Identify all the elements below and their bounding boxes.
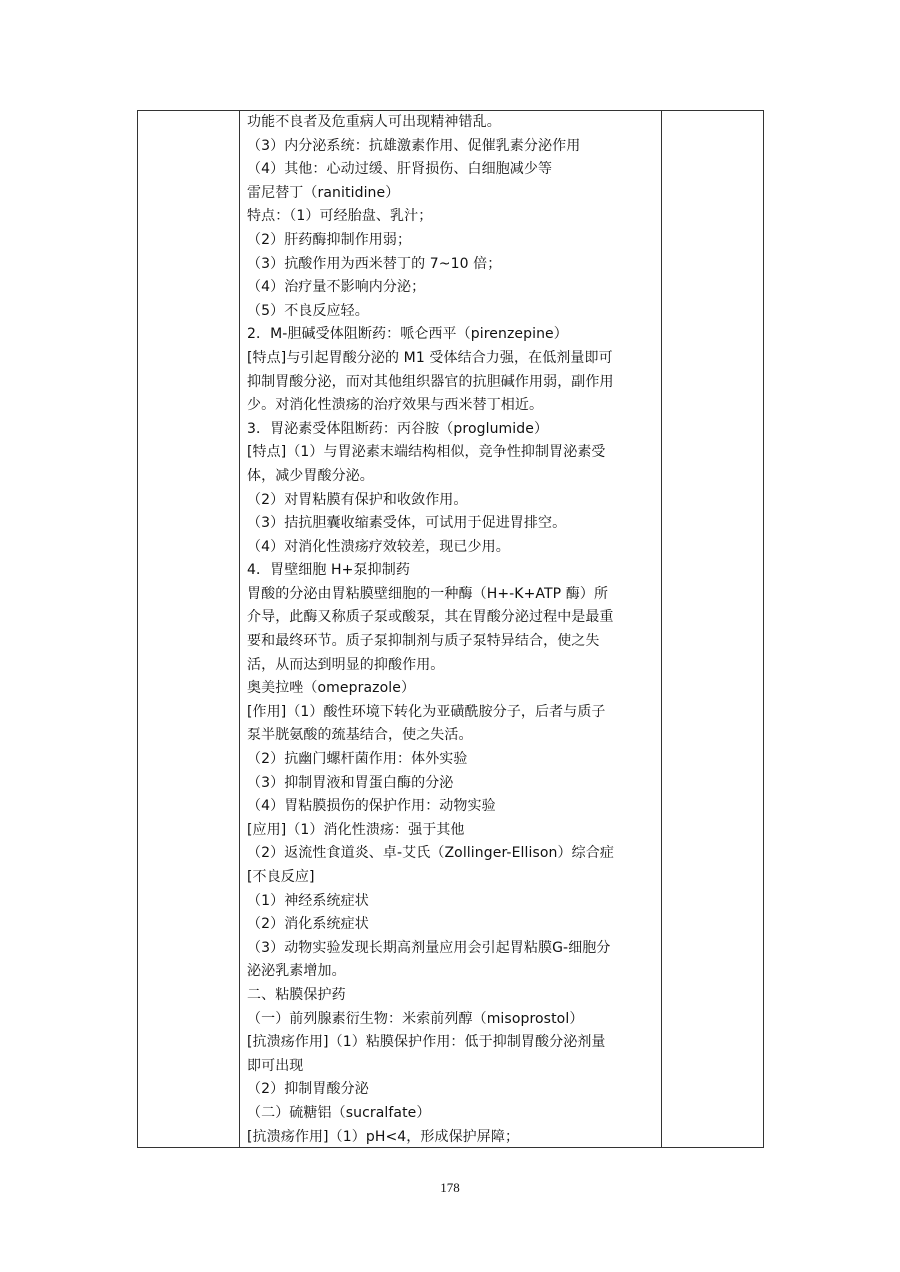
text-line: 3．胃泌素受体阻断药：丙谷胺（proglumide） (247, 420, 549, 437)
table-left-column (138, 111, 240, 1147)
text-line: （二）硫糖铝（sucralfate） (247, 1104, 431, 1121)
text-line: 2．M-胆碱受体阻断药：哌仑西平（pirenzepine） (247, 326, 568, 343)
text-line: （2）对胃粘膜有保护和收敛作用。 (247, 491, 468, 508)
text-line: 雷尼替丁（ranitidine） (247, 184, 400, 201)
text-line: 泵半胱氨酸的巯基结合，使之失活。 (247, 727, 473, 744)
table-main-column (240, 111, 661, 1147)
text-line: [特点]与引起胃酸分泌的 M1 受体结合力强，在低剂量即可 (247, 349, 613, 366)
text-line: （5）不良反应轻。 (247, 302, 369, 319)
text-line: [特点]（1）与胃泌素末端结构相似，竞争性抑制胃泌素受 (247, 444, 606, 461)
text-line: [作用]（1）酸性环境下转化为亚磺酰胺分子，后者与质子 (247, 703, 606, 720)
text-line: 特点：（1）可经胎盘、乳汁； (247, 208, 433, 225)
text-line: 介导，此酶又称质子泵或酸泵，其在胃酸分泌过程中是最重 (247, 609, 614, 626)
content-table (137, 110, 764, 1148)
text-line: （2）抗幽门螺杆菌作用：体外实验 (247, 751, 468, 768)
text-line: （3）抗酸作用为西米替丁的 7~10 倍； (247, 255, 502, 272)
text-line: 要和最终环节。质子泵抑制剂与质子泵特异结合，使之失 (247, 633, 600, 650)
text-line: [抗溃疡作用]（1）pH<4，形成保护屏障； (247, 1128, 520, 1145)
text-line: （4）对消化性溃疡疗效较差，现已少用。 (247, 538, 510, 555)
text-line: 活，从而达到明显的抑酸作用。 (247, 656, 445, 673)
text-line: （4）胃粘膜损伤的保护作用：动物实验 (247, 798, 496, 815)
page-number: 178 (440, 1180, 460, 1195)
text-line: [不良反应] (247, 869, 315, 885)
text-line: （2）返流性食道炎、卓-艾氏（Zollinger-Ellison）综合症 (247, 845, 614, 862)
text-line: （4）其他：心动过缓、肝肾损伤、白细胞减少等 (247, 161, 553, 178)
text-line: （3）内分泌系统：抗雄激素作用、促催乳素分泌作用 (247, 137, 581, 154)
text-line: 少。对消化性溃疡的治疗效果与西米替丁相近。 (247, 397, 544, 414)
text-line: （2）消化系统症状 (247, 916, 369, 933)
text-line: （3）拮抗胆囊收缩素受体，可试用于促进胃排空。 (247, 515, 567, 532)
text-line: （4）治疗量不影响内分泌； (247, 279, 426, 296)
text-line: （3）抑制胃液和胃蛋白酶的分泌 (247, 774, 454, 791)
text-line: 抑制胃酸分泌，而对其他组织器官的抗胆碱作用弱，副作用 (247, 373, 614, 390)
text-line: （一）前列腺素衍生物：米索前列醇（misoprostol） (247, 1010, 584, 1027)
text-line: 泌泌乳素增加。 (247, 963, 346, 980)
table-right-column (661, 111, 763, 1147)
text-line: 奥美拉唑（omeprazole） (247, 680, 416, 697)
text-line: （1）神经系统症状 (247, 892, 369, 909)
text-line: 体，减少胃酸分泌。 (247, 467, 374, 484)
text-line: 功能不良者及危重病人可出现精神错乱。 (247, 114, 501, 130)
text-line: 4．胃壁细胞 H+泵抑制药 (247, 562, 410, 579)
text-line: 胃酸的分泌由胃粘膜壁细胞的一种酶（H+-K+ATP 酶）所 (247, 585, 609, 602)
text-line: （2）肝药酶抑制作用弱； (247, 231, 412, 248)
text-line: 二、粘膜保护药 (247, 986, 346, 1003)
text-line: [抗溃疡作用]（1）粘膜保护作用：低于抑制胃酸分泌剂量 (247, 1034, 606, 1051)
text-line: （2）抑制胃酸分泌 (247, 1081, 369, 1098)
text-line: （3）动物实验发现长期高剂量应用会引起胃粘膜G-细胞分 (247, 939, 611, 956)
text-line: 即可出现 (247, 1057, 304, 1074)
text-line: [应用]（1）消化性溃疡：强于其他 (247, 821, 465, 838)
